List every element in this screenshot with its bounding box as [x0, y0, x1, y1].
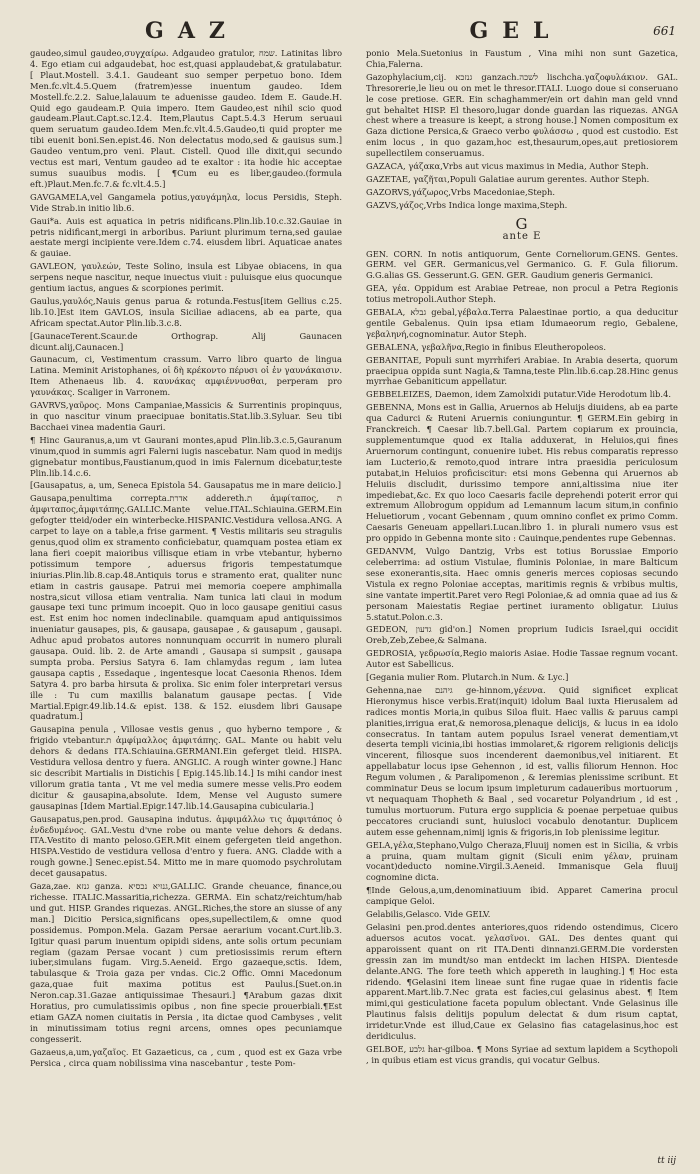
dictionary-entry: GEDEON, גדעון gid'on.] Nomen proprium Iudicis Israel,qui occidit Oreb,Zeb,Zebee,& Salmana. — [366, 624, 678, 646]
dictionary-entry: GEBANITAE, Populi sunt myrrhiferi Arabiae. In Arabia deserta, quorum praecipua oppida sunt Nagia,& Tamna,teste Plin.lib.6.cap.28.Hinc genus myrrhae Gebaniticum appellatur. — [366, 354, 678, 387]
dictionary-entry: GEBALA, גבלא gebal,γέβαλα.Terra Palaestinae portio, a qua deducitur gentile Gebalenus. Quin ipsa etiam Idumaeorum regio, Gebalene, γεβαληνή,cognominatur. Autor Steph. — [366, 307, 678, 339]
dictionary-entry: Gehenna,nae גיהנם ge-hinnom,γέεννα. Quid significet explicat Hieronymus hisce verbis.Erat(inquit) idolum Baal iuxta Hierusalem ad radices montis Moria,in quibus Siloa fluit. Haec vallis & paruus campi planities,irrigua erat,& nemorosa,plenaque delicijs, & lucus in ea idolo consecratus. In tantam autem populus Israel venerat dementiam,vt deserta templi vicinia,ibi hostias immolaret,& rigorem religionis delicijs vincerent, filiosque suos incenderent daemonibus,vel initiarent. Et appellabatur locus ipse Gehennon , id est, vallis filiorum Hennon. Hoc Regum volumen , & Paralipomenon , & Ieremias plenissime scribunt. Et comminatur Deus se locum ipsum impleturum cadaueribus mortuorum , vt nequaquam Thopheth & Baal , sed vocaretur Polyandrium , id est , tumulus mortuorum. Futura ergo supplicia & poenae perpetuae quibus peccatores cruciandi sunt, huiusloci vocabulo denotantur. Duplicem autem esse gehennam,nimij ignis & frigoris,in Iob plenissime legitur. — [366, 684, 678, 837]
dictionary-entry: Gaui*a. Auis est aquatica in petris nidificans.Plin.lib.10.c.32.Gauiae in petris nidificant,mergi in arboribus. Pariunt plurimum terna,sed gauiae aestate mergi incipiente vere.Idem c.74. eiusdem libri. Aquaticae anates & gauiae. — [30, 215, 342, 259]
dictionary-entry: Gausapatus,pen.prod. Gausapina indutus. ἀμφιμάλλω τις ἀμφιτάπος ὁ ἐνδεδυμένος. GAL.Vestu d'vne robe ou mante velue dehors & dedans. ITA.Vestito di manto peloso.GER.Mit einem gefergeten tleid angethon. HISPA.Vestido de vestidura vellosa d'entro y fuera. ANG. Cladde with a rough gowne.] Senec.epist.54. Mitto me in mare quomodo psychrolutam decet gausapatus. — [30, 813, 342, 879]
running-head — [30, 18, 678, 48]
left-column — [30, 48, 342, 1138]
dictionary-entry: ¶Inde Gelous,a,um,denominatiuum ibid. Apparet Camerina procul campique Geloi. — [366, 885, 678, 907]
dictionary-entry: GAZORVS,γάζωρος,Vrbs Macedoniae,Steph. — [366, 186, 556, 197]
dictionary-entry: ponio Mela.Suetonius in Faustum , Vina mihi non sunt Gazetica, Chia,Falerna. — [366, 48, 678, 69]
dictionary-entry: GEBALENA, γεβαλῆνα,Regio in finibus Eleutheropoleos. — [366, 341, 607, 352]
dictionary-entry: GAZETAE, γαζῆται,Populi Galatiae aurum gerentes. Author Steph. — [366, 173, 650, 184]
dictionary-entry: GAZACA, γάζακα,Vrbs aut vicus maximus in Media, Author Steph. — [366, 161, 649, 172]
dictionary-entry: [Gegania mulier Rom. Plutarch.in Num. & Lyc.] — [366, 672, 569, 683]
dictionary-entry: GEBBELEIZES, Daemon, idem Zamolxidi putatur.Vide Herodotum lib.4. — [366, 389, 672, 400]
dictionary-entry: Gazophylacium,cij. גנזכא ganzach.לשכה lischcha.γαζοφυλάκιον. GAL. Thresorerie,le lieu ou on met le thresor.ITALI. Luogo doue si conseruano le cose pretiose. GER. Ein schaghammer/ein ort dahin man geld vnnd gut behaltet HISP. El thesoro,lugar donde guardan las riquezas. ANGA chest where a treasure is keept, a strong house.] Nomen compositum ex Gaza dictione Persica,& Graeco verbo φυλάσσω , quod est custodio. Est enim locus , in quo gazam,hoc est,thesaurum,opes,aut pretiosiorem supellectilem conseruamus. — [366, 71, 678, 159]
dictionary-entry: Gaunacum, ci, Vestimentum crassum. Varro libro quarto de lingua Latina. Meminit Aristophanes, οἱ δὴ κρέκοντο πέρυσι οἱ ἐν γαυνάκαισιν. Item Athenaeus lib. 4. καυνάκας αμφιέννυσθαι, perperam pro γαυνάκας. Scaliger in Varronem. — [30, 354, 342, 398]
page-number: 661 — [653, 24, 676, 38]
dictionary-entry: Gelabilis,Gelasco. Vide GELV. — [366, 909, 491, 920]
two-column-body — [30, 48, 678, 1138]
section-heading — [366, 214, 678, 243]
section-letter: G — [515, 214, 529, 233]
dictionary-entry: ¶ Hinc Gauranus,a,um vt Gaurani montes,apud Plin.lib.3.c.5,Gauranum vinum,quod in summis agri Falerni iugis nascebatur. Nam quod in medijs gignebatur montibus,Faustianum,quod in imis Falernum dicebatur,teste Plin.lib.14.c.6. — [30, 434, 342, 478]
dictionary-entry: GELBOE, גלבע har-gilboa. ¶ Mons Syriae ad sextum lapidem a Scythopoli , in quibus etiam est vicus grandis, qui vocatur Gelbus. — [366, 1043, 678, 1065]
right-column — [366, 48, 678, 1138]
dictionary-entry: GAZVS,γάζος,Vrbs Indica longe maxima,Steph. — [366, 199, 568, 210]
dictionary-entry: [GaunaceTerent.Scaur.de Orthograp. Alij Gaunacen dicunt.alij,Caunacen.] — [30, 330, 342, 352]
dictionary-entry: gaudeo,simul gaudeo,συγχαίρω. Adgaudeo gratulor, שמח. Latinitas libro 4. Ego etiam cui adgaudebat, hoc est,quasi applaudebat,& gratulabatur. [ Plaut.Mostell. 3.4.1. Gaudeant suo semper perpetuo bono. Idem Men.fc.vlt.4.5.Quem (fratrem)esse inuentum gaudeo. Idem Mostell.fc.2.2. Salue,lalauum te aduenisse gaudeo. Idem E. Gaude.H. Quid ego gaudeam.P. Quia impero. Item Gaudeo,est nihil scio quod gaudeam.Plaut.Capt.sc.12.4. Item,Plautus Capt.5.4.3 Herum seruaui quem seruatum gaudeo.Idem Men.fc.vlt.4.5.Gaudeo,ti quid propter me tibi euenit boni.Sen.epist.46. Non delectatus modo,sed & gauisus sum.] Gaudeo ventum,pro veni. Plaut. Cistell. Quod ille dixit,qui secundo vectus est mari, Ventum gaudeo ad te exaltor : ita hodie hic acceptae sumus suauibus modis. [ ¶Cum eu es liber,gaudeo.(formula eft.)Plaut.Men.fc.7.& fc.vlt.4.5.] — [30, 48, 342, 189]
dictionary-entry: [Gausapatus, a, um, Seneca Epistola 54. Gausapatus me in mare deiicio.] — [30, 480, 342, 491]
right-column-entries — [366, 249, 678, 1066]
dictionary-entry: Gazaeus,a,um,γαζαῖος. Et Gazaeticus, ca , cum , quod est ex Gaza vrbe Persica , circa quam nobilissima vina nascebantur , teste Pom- — [30, 1046, 342, 1068]
dictionary-entry: GEA, γέα. Oppidum est Arabiae Petreae, non procul a Petra Regionis totius metropoli.Author Steph. — [366, 283, 678, 305]
signature-mark: tt iij — [657, 1156, 676, 1166]
right-column-top-entries — [366, 48, 678, 211]
dictionary-entry: Gausapa,penultima correpta.אדרת addereth.ת ἀμφίταπος, ת ἀμφιταπος,ἀμφιτάπης.GALLIC.Mante velue.ITAL.Schiauina.GERM.Ein gefogter tteid/oder ein winterbecke.HISPANIC.Vestidura vellosa.ANG. A carpet to laye on a table,a frise garment. ¶ Vestis militaris seu stragulis genus,quod olim ex stramento conficiebatur, quamquam postea etiam ex lana fieri coepit maioribus villisque etiam in vrbe vtebantur, hyberno potissimum tempore , aduersus frigoris tempestatumque iniurias.Plin.lib.8.cap.48.Antiquis torus e stramento erat, qualiter nunc etiam in castris gausape. Patrui mei memoria coepere amphimalla nostra,sicut villosa etiam ventralia. Nam tunica lati claui in modum gausape texi tunc primum incoepit. Quo in loco gausape genitiui casus est. Est enim hoc nomen indeclinabile. quamquam apud antiquissimos inueniatur gausapes, pis, & gausapa, gausapae , & gausapum , gausapi. Adhuc apud probatos autores nonnunquam occurrit in numero plurali gausapa. Ouid. lib. 2. de Arte amandi , Gausapa si sumpsit , gausapa sumpta proba. Persius Satyra 6. Iam chlamydas regum , iam lutea gausapa captis , Essedaque , ingentesque locat Caesonia Rhenos. Idem Satyra 4. pro barba hirsuta & prolixa. Sic enim foler interpretari versus ille : Tu cum maxillis balanatum gausape pectas. [ Vide Martial.Epigr.49.lib.14.& epist. 138. & 152. eiusdem libri Gausape quadratum.] — [30, 493, 342, 722]
dictionary-entry: GEBENNA, Mons est in Gallia, Aruernos ab Heluijs diuidens, ab ea parte qua Cadurci & Ruteni Aruernis coniunguntur. ¶ GERM.Ein gebirg in Franckreich. ¶ Caesar lib.7.bell.Gal. Partem copiarum ex prouincia, supplementumque quod ex Italia adduxerat, in Heluios,qui fines Aruernorum contingunt, conuenire iubet. His rebus comparatis represso iam Lucterio,& remoto,quod intrare intra praesidia periculosum putabat,in Heluios proficiscitur: etsi mons Gebenna qui Aruernos ab Heluiis discludit, durissimo tempore anni,altissima niue iter impediebat,&c. Ex quo loco Caesaris facile deprehendi poterit error qui extremum Allobrogum oppidum ad Lemannum lacum situm,in confinio Heluetiorum , vocant Gebennam , quum omnino conflet ex primo Comm. Caesaris Geneuam appellari.Lucan.libro 1. in plurali numero vsus est pro oppido in Gebenna monte sito : Cauinque,pendentes rupe Gebennas. — [366, 402, 678, 544]
right-running-title: GEL — [469, 18, 563, 44]
dictionary-entry: Gaulus,γαυλός,Nauis genus parua & rotunda.Festus[item Gellius c.25. lib.10.]Est item GAVLOS, insula Siciliae adiacens, ab ea parte, qua Africam spectat.Autor Plin.lib.3.c.8. — [30, 295, 342, 328]
dictionary-entry: GEDROSIA, γεδρωσία,Regio maioris Asiae. Hodie Tassae regnum vocant. Autor est Sabellicus. — [366, 648, 678, 670]
dictionary-entry: GEDANVM, Vulgo Dantzig, Vrbs est totius Borussiae Emporio celeberrima: ad ostium Vistulae, fluminis Poloniae, in mare Balticum sese exonerantis,sita. Haec omnis generis merces copiosas secundo Vistula ex regno Poloniae acceptas, maritimis regnis & vrbibus multis, sine vantate impertit.Paret vero Regi Poloniae,& ad omnia quae ad ius & personam Maiestatis Regiae pertinet iuramento obligatur. Liuius 5.statut.Polon.c.3. — [366, 546, 678, 622]
section-label: ante E — [502, 230, 542, 242]
dictionary-entry: GEN. CORN. In notis antiquorum, Gente Corneliorum.GENS. Gentes. GERM. vel GER. Germanicus,vel Germanico. G. F. Gula filiorum. G.G.alias GS. Gesserunt.G. GEN. GER. Gaudium generis Germanici. — [366, 248, 678, 281]
dictionary-entry: GAVLEON, γαυλεών, Teste Solino, insula est Libyae obiacens, in qua serpens neque nascitur, neque inuectus viuit : puluisque eius quocunque gentium iactus, angues & scorpiones perimit. — [30, 261, 342, 294]
dictionary-entry: Gausapina penula , Villosae vestis genus , quo hyberno tempore , & frigido vtebantur.ת ἀμφίμαλλος ἀμφιτάπης. GAL. Mante ou habit velu dehors & dedans ITA.Schiauina.GERMANI.Ein geferget tleid. HISPA. Vestidura vellosa dentro y fuera. ANGLIC. A rough winter gowne.] Hanc sic describit Martialis in Distichis [ Epig.145.lib.14.] Is mihi candor inest villorum gratia tanta , Vt me vel media sumere messe velis.Pro eodem dicitur & gausapina,absolute. Idem, Mense vel Augusto sumere gausapinas [Idem Martial.Epigr.147.lib.14.Gausapina cubicularia.] — [30, 724, 342, 811]
dictionary-entry: Gelasini pen.prod.dentes anteriores,quos ridendo ostendimus, Cicero aduersos acutos vocat. γελασῖνοι. GAL. Des dentes quant qui apparoissent quant on rit ITA.Denti dinnanzi.GERM.Die vordersten gressin zan im mundt/so man entdeckt im lachen HISPA. Dientesde delante.ANG. The fore teeth which appereth in laughing.] ¶ Hoc esta ridendo. ¶Gelasini item lineae sunt fine rugae quae in ridentis facie apparent.Mart.lib.7.Nec grata est facies,cui gelasinus abest. ¶ Item mimi,qui gesticulatione faceta populum oblectant. Vnde Gelasinus ille Plautinus falsis delitijs populum delectat & dum risum captat, irridetur.Vnde est illud,Caue ex Gelasino fias catagelasinus,hoc est deridiculus. — [366, 921, 678, 1042]
dictionary-entry: GELA,γέλα,Stephano,Vulgo Cheraza,Fluuij nomen est in Sicilia, & vrbis a pruina, quam multam gignit (Siculi enim γέλαν, pruinam vocant)deducto nomine.Virgil.3.Aeneid. Immanisque Gela fluuij cognomine dicta. — [366, 839, 678, 883]
dictionary-entry: GAVGAMELA,vel Gangamela potius,γαυγάμηλα, locus Persidis, Steph. Vide Strab.in initio lib.6. — [30, 191, 342, 213]
left-running-title: GAZ — [145, 18, 239, 44]
dictionary-entry: GAVRVS,γαῦρος. Mons Campaniae,Massicis & Surrentinis propinquus, in quo nascitur vinum praecipuae bonitatis.Stat.lib.3.Syluar. Seu tibi Bacchaei vinea madentia Gauri. — [30, 400, 342, 432]
dictionary-entry: Gaza,zae. גנזא ganza. גנזיא נכסיא,GALLIC. Grande cheuance, finance,ou richesse. ITALIC.Massaritia,richezza. GERMA. Ein schatz/reichtum/hab und gut. HISP. Grandes riquezas. ANGL.Riches,the store an siusse of any man.] Dicitio Persica,significans opes,supellectilem,& omne quod possidemus. Pompon.Mela. Gazam Persae aerarium vocant.Curt.lib.3. Igitur quasi parum inuentum opipidi sidens, ante solis ortum pecuniam regiam (gazam Persae vocant ) cum pretiosissimis rerum eftern iuber,simulans fugam. Virg.5.Aeneid. Ergo gazaeque,sctis. Idem, tabulasque & Troia gaza per vndas. Cic.2 Offic. Omni Macedonum gaza,quae fuit maxima potitus est Paulus.[Suet.on.in Neron.cap.31.Gazae antiquissimae Thesauri.] ¶Arabum gazas dixit Horatius, pro cumulatissimis opibus , non fine specie prouerbiali.¶Est etiam GAZA nomen ciuitatis in Persia , ita dictae quod Cambyses , velit in minutissimam totius regni arcens, omnes opes pecuniamque congesserit. — [30, 881, 342, 1044]
